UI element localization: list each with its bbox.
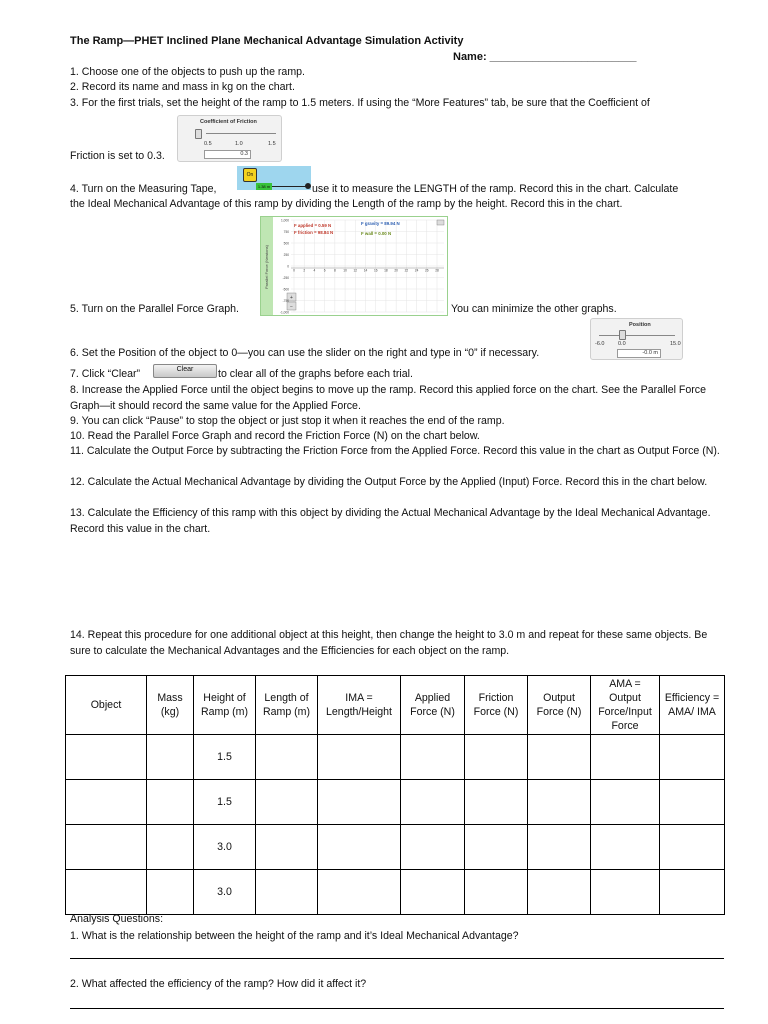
cell-efficiency[interactable] [660, 780, 725, 825]
cell-ama[interactable] [591, 825, 660, 870]
graph-x-tick-label: 14 [363, 268, 368, 273]
graph-x-tick-label: 26 [425, 268, 429, 273]
data-table [65, 675, 725, 915]
step-10: 10. Read the Parallel Force Graph and record the Friction Force (N) on the chart below. [70, 430, 480, 442]
step-3: 3. For the first trials, set the height of the ramp to 1.5 meters. If using the “More Features” tab, be sure that the Coefficient of [70, 97, 650, 109]
analysis-question-1: 1. What is the relationship between the height of the ramp and it’s Ideal Mechanical Advantage? [70, 930, 519, 942]
friction-slider-handle[interactable] [195, 129, 202, 139]
cell-object[interactable] [66, 825, 147, 870]
friction-force-readout: F friction = 98.84 N [294, 230, 334, 235]
cell-object[interactable] [66, 780, 147, 825]
zoom-out-icon: − [290, 304, 293, 310]
graph-x-tick-label: 18 [384, 268, 388, 273]
cell-output[interactable] [528, 870, 591, 915]
parallel-force-graph-canvas [261, 217, 447, 315]
cell-length[interactable] [256, 780, 318, 825]
graph-y-tick-label: 500 [283, 241, 289, 246]
step-5: 5. Turn on the Parallel Force Graph. [70, 303, 239, 315]
cell-mass[interactable] [147, 780, 194, 825]
step-3-continued: Friction is set to 0.3. [70, 150, 165, 162]
step-4-line-2: the Ideal Mechanical Advantage of this ramp by dividing the Length of the ramp by the height. Record this in the chart. [70, 198, 623, 210]
header-ama: AMA = Output Force/Input Force [591, 676, 660, 735]
cell-length[interactable] [256, 870, 318, 915]
cell-applied[interactable] [401, 780, 465, 825]
applied-force-readout: F applied = 0.59 N [294, 223, 332, 228]
parallel-force-graph [260, 216, 448, 316]
graph-y-tick-label: -750 [282, 298, 289, 303]
cell-efficiency[interactable] [660, 735, 725, 780]
step-1: 1. Choose one of the objects to push up the ramp. [70, 66, 305, 78]
analysis-heading: Analysis Questions: [70, 913, 164, 925]
friction-slider-track [206, 133, 276, 134]
cell-friction[interactable] [465, 780, 528, 825]
position-tick-min: -6.0 [595, 341, 605, 347]
cell-friction[interactable] [465, 870, 528, 915]
friction-tick-1-5: 1.5 [268, 141, 276, 147]
step-7-continued: to clear all of the graphs before each trial. [218, 368, 413, 380]
cell-mass[interactable] [147, 825, 194, 870]
graph-x-tick-label: 10 [343, 268, 347, 273]
cell-output[interactable] [528, 825, 591, 870]
answer-line-1[interactable] [70, 958, 724, 959]
graph-x-tick-label: 2 [303, 268, 306, 273]
cell-object[interactable] [66, 870, 147, 915]
graph-x-tick-label: 20 [394, 268, 398, 273]
friction-value-field[interactable]: 0.3 [204, 150, 251, 159]
table-row [66, 735, 725, 780]
graph-x-tick-label: 28 [435, 268, 439, 273]
step-13: 13. Calculate the Efficiency of this ramp with this object by dividing the Actual Mechanical Advantage by the Ideal Mechanical Advantage. Record this value in the chart. [70, 507, 711, 535]
table-row [66, 780, 725, 825]
graph-x-tick-label: 22 [404, 268, 409, 273]
graph-minimize-button[interactable] [437, 220, 444, 225]
graph-x-tick-label: 0 [293, 268, 295, 273]
graph-y-axis-label: Parallel Force (Newtons) [264, 244, 269, 289]
friction-widget-label: Coefficient of Friction [200, 119, 257, 125]
header-height: Height of Ramp (m) [194, 676, 256, 735]
cell-ama[interactable] [591, 735, 660, 780]
tape-line [272, 186, 308, 187]
position-widget-label: Position [629, 322, 651, 328]
cell-ima[interactable] [318, 825, 401, 870]
cell-length[interactable] [256, 825, 318, 870]
cell-ima[interactable] [318, 735, 401, 780]
header-length: Length of Ramp (m) [256, 676, 318, 735]
graph-x-tick-label: 16 [373, 268, 378, 273]
cell-ima[interactable] [318, 780, 401, 825]
cell-applied[interactable] [401, 735, 465, 780]
graph-x-tick-label: 12 [353, 268, 358, 273]
table-header-row [66, 676, 725, 735]
step-6: 6. Set the Position of the object to 0—you can use the slider on the right and type in “0” if necessary. [70, 347, 540, 359]
cell-mass[interactable] [147, 735, 194, 780]
cell-height: 1.5 [194, 735, 256, 780]
step-4-continued: use it to measure the LENGTH of the ramp. Record this in the chart. Calculate [312, 183, 679, 195]
cell-ima[interactable] [318, 870, 401, 915]
gravity-force-readout: F gravity = 89.94 N [361, 221, 400, 226]
cell-mass[interactable] [147, 870, 194, 915]
cell-length[interactable] [256, 735, 318, 780]
step-8: 8. Increase the Applied Force until the object begins to move up the ramp. Record this applied force on the chart. See the Parallel Force Graph—it should record the same value for the Applied Force. [70, 384, 706, 412]
table-row [66, 870, 725, 915]
graph-y-tick-label: 1,000 [281, 218, 289, 223]
wall-force-readout: F wall = 0.00 N [361, 231, 392, 236]
step-2: 2. Record its name and mass in kg on the chart. [70, 81, 295, 93]
graph-y-ticks [280, 218, 289, 314]
tape-end-handle[interactable] [305, 183, 311, 189]
cell-output[interactable] [528, 780, 591, 825]
cell-height: 3.0 [194, 870, 256, 915]
position-tick-zero: 0.0 [618, 341, 626, 347]
header-applied-force: Applied Force (N) [401, 676, 465, 735]
header-friction-force: Friction Force (N) [465, 676, 528, 735]
header-efficiency: Efficiency = AMA/ IMA [660, 676, 725, 735]
worksheet-title: The Ramp—PHET Inclined Plane Mechanical Advantage Simulation Activity [70, 35, 464, 47]
table-row [66, 825, 725, 870]
position-slider-handle[interactable] [619, 330, 626, 340]
answer-line-2[interactable] [70, 1008, 724, 1009]
friction-tick-1-0: 1.0 [235, 141, 243, 147]
cell-height: 1.5 [194, 780, 256, 825]
friction-tick-0-5: 0.5 [204, 141, 212, 147]
graph-y-tick-label: -1,000 [279, 310, 289, 315]
position-slider-track [599, 335, 675, 336]
graph-y-tick-label: -250 [282, 275, 289, 280]
tape-readout: 1.38 m [257, 184, 271, 189]
step-9: 9. You can click “Pause” to stop the object or just stop it when it reaches the end of the ramp. [70, 415, 505, 427]
graph-y-tick-label: 750 [283, 229, 289, 234]
clear-button[interactable]: Clear [153, 364, 217, 378]
step-14: 14. Repeat this procedure for one additional object at this height, then change the height to 3.0 m and repeat for these same objects. Be sure to calculate the Mechanical Advantages and the Efficiencies for each object on the ramp. [70, 629, 708, 657]
cell-height: 3.0 [194, 825, 256, 870]
step-5-continued: You can minimize the other graphs. [451, 303, 617, 315]
cell-ama[interactable] [591, 780, 660, 825]
cell-friction[interactable] [465, 735, 528, 780]
header-mass: Mass (kg) [147, 676, 194, 735]
cell-friction[interactable] [465, 825, 528, 870]
header-object: Object [66, 676, 147, 735]
graph-y-tick-label: 0 [287, 264, 289, 269]
step-12: 12. Calculate the Actual Mechanical Advantage by dividing the Output Force by the Applied (Input) Force. Record this in the chart below. [70, 476, 708, 488]
measuring-tape-icon[interactable]: On [243, 168, 257, 182]
cell-output[interactable] [528, 735, 591, 780]
graph-x-tick-label: 24 [414, 268, 419, 273]
header-output-force: Output Force (N) [528, 676, 591, 735]
cell-efficiency[interactable] [660, 825, 725, 870]
graph-x-ticks [293, 269, 439, 273]
position-tick-max: 15.0 [670, 341, 681, 347]
cell-applied[interactable] [401, 870, 465, 915]
header-ima: IMA = Length/Height [318, 676, 401, 735]
graph-x-tick-label: 8 [333, 268, 336, 273]
position-value-field[interactable]: -0.0 m [617, 349, 661, 358]
cell-applied[interactable] [401, 825, 465, 870]
graph-y-tick-label: -500 [282, 287, 289, 292]
graph-x-tick-label: 4 [313, 268, 316, 273]
analysis-question-2: 2. What affected the efficiency of the ramp? How did it affect it? [70, 978, 367, 990]
step-11: 11. Calculate the Output Force by subtracting the Friction Force from the Applied Force. Record this value in the chart as Output Force (N). [70, 445, 720, 457]
cell-object[interactable] [66, 735, 147, 780]
cell-efficiency[interactable] [660, 870, 725, 915]
graph-y-tick-label: 250 [283, 252, 289, 257]
cell-ama[interactable] [591, 870, 660, 915]
step-4: 4. Turn on the Measuring Tape, [70, 183, 217, 195]
name-field: Name: ________________________ [453, 51, 637, 63]
graph-x-tick-label: 6 [323, 268, 326, 273]
zoom-in-icon: + [290, 295, 293, 301]
step-7: 7. Click “Clear” [70, 368, 141, 380]
